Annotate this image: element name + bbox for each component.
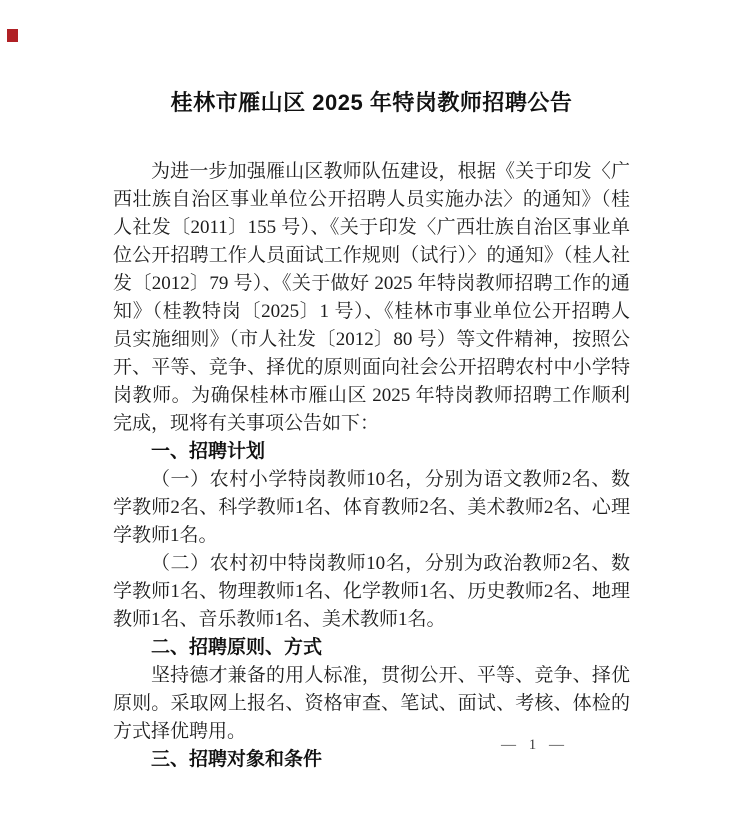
document-title: 桂林市雁山区 2025 年特岗教师招聘公告 (170, 90, 573, 115)
red-stamp-mark (7, 29, 18, 42)
heading-recruitment-targets: 三、招聘对象和条件 (151, 749, 323, 770)
heading-recruitment-principles: 二、招聘原则、方式 (151, 637, 323, 658)
heading-recruitment-plan: 一、招聘计划 (151, 441, 266, 462)
document-content (113, 88, 630, 774)
paragraph-principles: 坚持德才兼备的用人标准，贯彻公开、平等、竞争、择优原则。采取网上报名、资格审查、笔试、面试、考核、体检的方式择优聘用。 (113, 665, 630, 742)
page-number: — 1 — (501, 737, 565, 753)
paragraph-middle-school-posts: （二）农村初中特岗教师10名，分别为政治教师2名、数学教师1名、物理教师1名、化学教师1名、历史教师2名、地理教师1名、音乐教师1名、美术教师1名。 (113, 553, 630, 630)
paragraph-primary-school-posts: （一）农村小学特岗教师10名，分别为语文教师2名、数学教师2名、科学教师1名、体育教师2名、美术教师2名、心理学教师1名。 (113, 469, 630, 546)
paragraph-intro: 为进一步加强雁山区教师队伍建设，根据《关于印发〈广西壮族自治区事业单位公开招聘人员实施办法〉的通知》（桂人社发〔2011〕155 号）、《关于印发〈广西壮族自治区事业单位公开招聘工作人员面试工作规则（试行）〉的通知》（桂人社发〔2012〕79 号）、《关于做好 2025 年特岗教师招聘工作的通知》（桂教特岗〔2025〕1 号）、《桂林市事业单位公开招聘人员实施细则》（市人社发〔2012〕80 号）等文件精神，按照公开、平等、竞争、择优的原则面向社会公开招聘农村中小学特岗教师。为确保桂林市雁山区 2025 年特岗教师招聘工作顺利完成，现将有关事项公告如下： (113, 161, 630, 434)
